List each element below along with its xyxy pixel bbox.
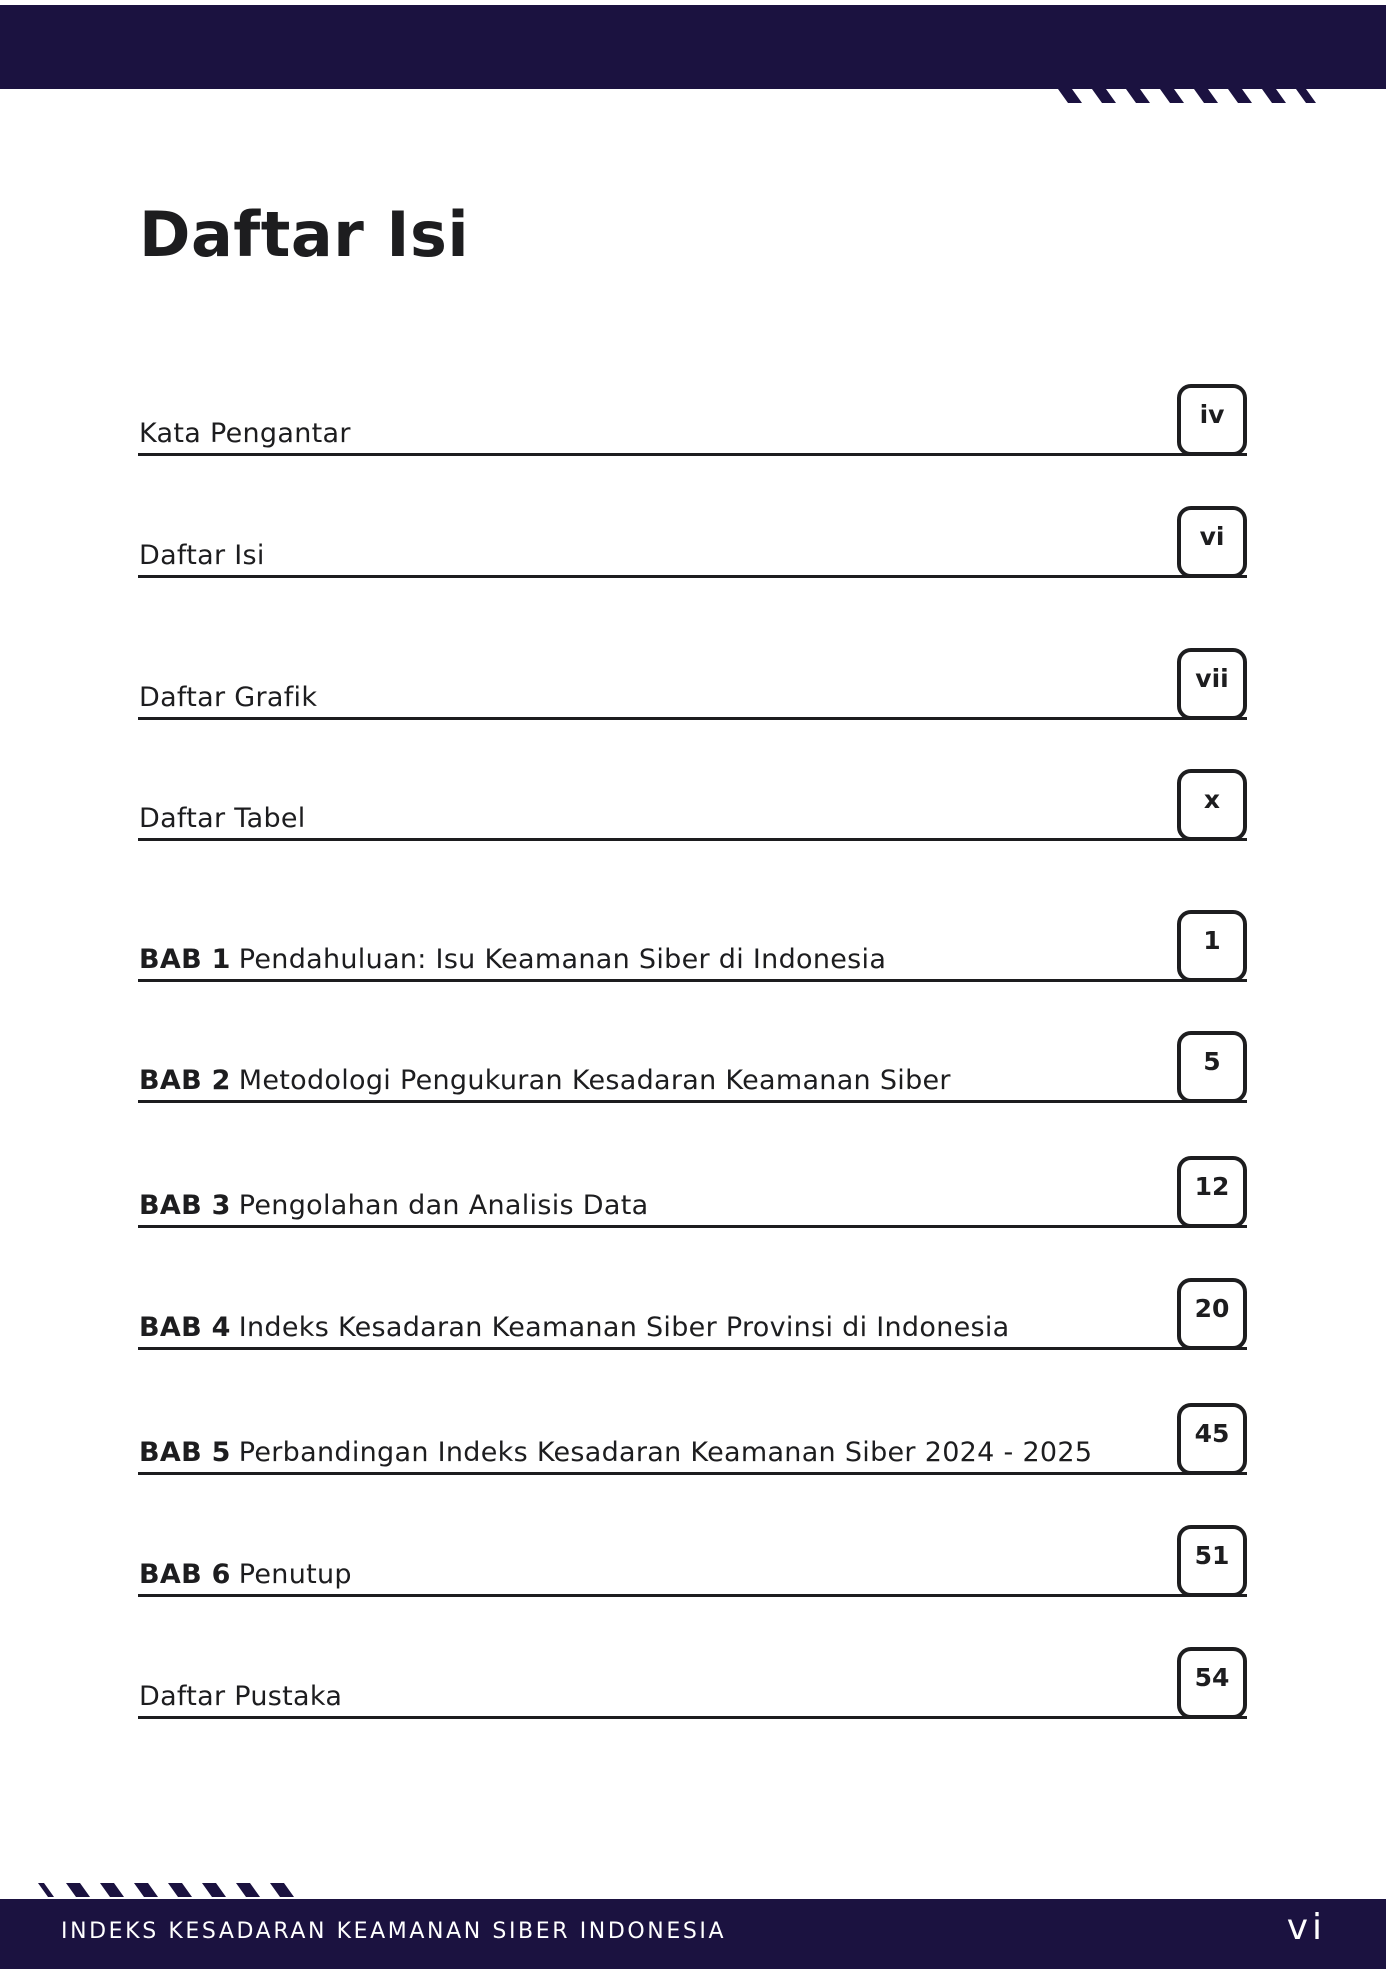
toc-entry-title: Indeks Kesadaran Keamanan Siber Provinsi di Indonesia xyxy=(238,1312,1010,1343)
toc-entry-title: Daftar Pustaka xyxy=(139,1681,343,1712)
toc-entry-bab-2[interactable] xyxy=(138,1023,1247,1103)
toc-entry-title: Daftar Grafik xyxy=(139,682,318,713)
toc-entry-label xyxy=(139,1312,1010,1343)
toc-entry-title: Kata Pengantar xyxy=(139,418,351,449)
page-number-badge: 20 xyxy=(1177,1278,1247,1350)
toc-entry-rule xyxy=(138,1716,1247,1719)
toc-entry-prefix: BAB 3 xyxy=(139,1190,231,1221)
toc-entry-rule xyxy=(138,979,1247,982)
toc-entry-prefix: BAB 2 xyxy=(139,1065,231,1096)
page-number-badge: 51 xyxy=(1177,1525,1247,1597)
toc-entry-title: Penutup xyxy=(238,1559,352,1590)
toc-entry-daftar-grafik[interactable] xyxy=(138,640,1247,720)
toc-entry-daftar-tabel[interactable] xyxy=(138,761,1247,841)
toc-entry-bab-3[interactable] xyxy=(138,1148,1247,1228)
toc-entry-prefix: BAB 5 xyxy=(139,1437,231,1468)
toc-entry-label xyxy=(139,944,886,975)
toc-entry-bab-1[interactable] xyxy=(138,902,1247,982)
toc-entry-prefix: BAB 6 xyxy=(139,1559,231,1590)
toc-entry-bab-6[interactable] xyxy=(138,1517,1247,1597)
toc-entry-prefix: BAB 4 xyxy=(139,1312,231,1343)
footer-stripe-decoration xyxy=(38,1883,338,1897)
toc-entry-daftar-isi[interactable] xyxy=(138,498,1247,578)
toc-entry-bab-4[interactable] xyxy=(138,1270,1247,1350)
page-number-badge: 45 xyxy=(1177,1403,1247,1475)
page-number-badge: 12 xyxy=(1177,1156,1247,1228)
toc-entry-rule xyxy=(138,717,1247,720)
footer-title: INDEKS KESADARAN KEAMANAN SIBER INDONESIA xyxy=(61,1919,727,1944)
toc-entry-label xyxy=(139,1065,951,1096)
toc-entry-title: Pendahuluan: Isu Keamanan Siber di Indonesia xyxy=(238,944,887,975)
toc-entry-rule xyxy=(138,1347,1247,1350)
toc-entry-rule xyxy=(138,1100,1247,1103)
page-number-badge: vii xyxy=(1177,648,1247,720)
toc-entry-rule xyxy=(138,838,1247,841)
page-number-badge: iv xyxy=(1177,384,1247,456)
page-number-badge: 5 xyxy=(1177,1031,1247,1103)
toc-entry-label xyxy=(139,803,306,834)
page-number-badge: 54 xyxy=(1177,1647,1247,1719)
toc-entry-title: Daftar Tabel xyxy=(139,803,306,834)
toc-entry-label xyxy=(139,540,265,571)
toc-entry-rule xyxy=(138,453,1247,456)
footer-page-number: vi xyxy=(1286,1907,1326,1948)
toc-entry-title: Pengolahan dan Analisis Data xyxy=(238,1190,649,1221)
page-number-badge: x xyxy=(1177,769,1247,841)
toc-entry-label xyxy=(139,418,351,449)
toc-entry-rule xyxy=(138,1594,1247,1597)
toc-entry-rule xyxy=(138,1472,1247,1475)
toc-entry-label xyxy=(139,1437,1092,1468)
toc-entry-rule xyxy=(138,575,1247,578)
toc-entry-daftar-pustaka[interactable] xyxy=(138,1639,1247,1719)
footer-bar xyxy=(0,1899,1386,1969)
toc-entry-label xyxy=(139,682,317,713)
toc-entry-title: Metodologi Pengukuran Kesadaran Keamanan Siber xyxy=(238,1065,951,1096)
toc-entry-title: Daftar Isi xyxy=(139,540,265,571)
toc-entry-label xyxy=(139,1190,648,1221)
toc-entry-title: Perbandingan Indeks Kesadaran Keamanan Siber 2024 - 2025 xyxy=(238,1437,1093,1468)
toc-entry-label xyxy=(139,1681,342,1712)
page-title: Daftar Isi xyxy=(139,198,470,271)
page-number-badge: 1 xyxy=(1177,910,1247,982)
toc-entry-label xyxy=(139,1559,352,1590)
page-number-badge: vi xyxy=(1177,506,1247,578)
toc-entry-rule xyxy=(138,1225,1247,1228)
toc-entry-kata-pengantar[interactable] xyxy=(138,376,1247,456)
toc-entry-bab-5[interactable] xyxy=(138,1395,1247,1475)
toc-entry-prefix: BAB 1 xyxy=(139,944,231,975)
